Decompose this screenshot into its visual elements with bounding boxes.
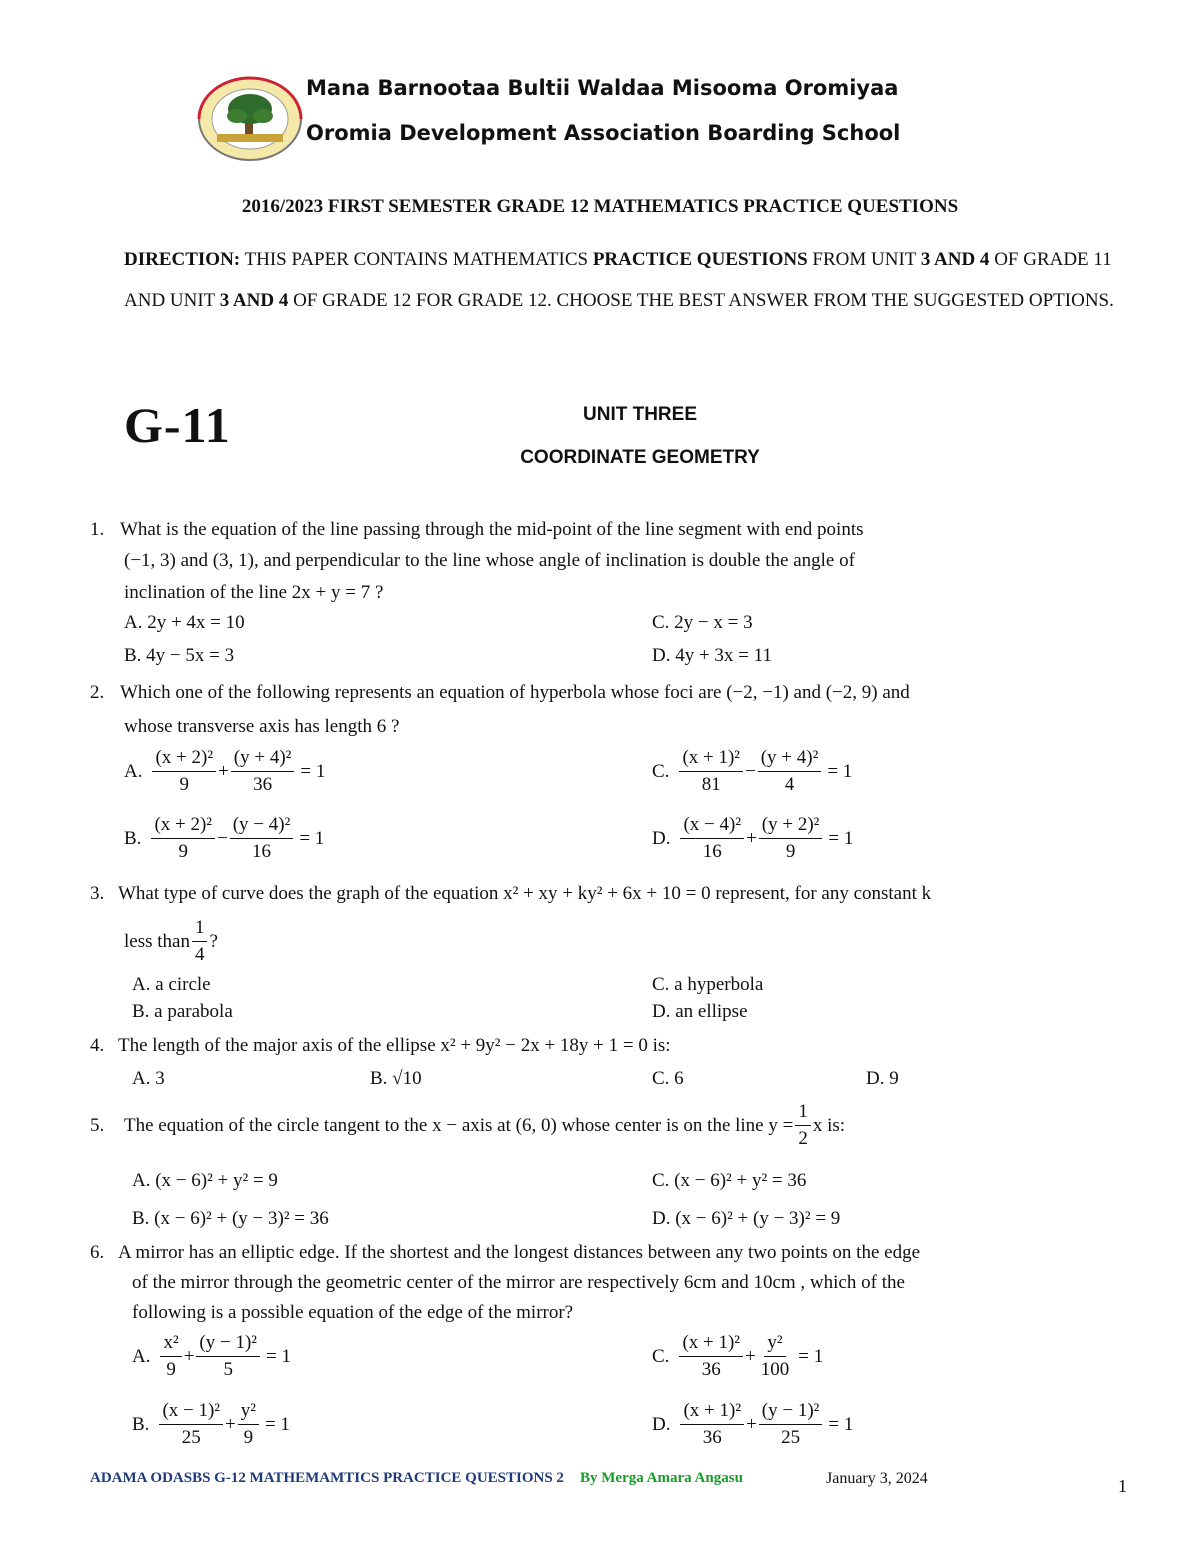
equation-rhs: = 1: [828, 1413, 854, 1435]
page-number: 1: [1118, 1476, 1127, 1496]
fraction-numerator: (y + 4)²: [758, 745, 822, 772]
option-c: [652, 1330, 823, 1383]
fraction-numerator: (x + 2)²: [152, 745, 216, 772]
option-d: [652, 1398, 853, 1451]
fraction-denominator: 36: [253, 774, 273, 795]
fraction-denominator: 9: [178, 841, 188, 862]
question-text: of the mirror through the geometric center of the mirror are respectively 6cm and 10cm , which of the: [132, 1272, 905, 1293]
option-label: B.: [132, 1413, 150, 1435]
fraction-denominator: 36: [702, 1427, 722, 1448]
unit-title: UNIT THREE: [583, 404, 697, 425]
equation-rhs: = 1: [827, 760, 853, 782]
question-text: What is the equation of the line passing through the mid-point of the line segment with end points: [120, 519, 864, 540]
fraction: [680, 1398, 744, 1451]
option-a: A. (x − 6)² + y² = 9: [132, 1170, 278, 1191]
option-a: A. 2y + 4x = 10: [124, 612, 245, 633]
fraction-numerator: y²: [238, 1398, 259, 1425]
operator: +: [746, 1413, 757, 1435]
equation-rhs: = 1: [264, 1413, 290, 1435]
equation-rhs: = 1: [299, 827, 325, 849]
fraction-numerator: y²: [764, 1330, 785, 1357]
question-5: [90, 1099, 845, 1152]
equation-rhs: = 1: [265, 1345, 291, 1367]
fraction-denominator: 4: [784, 774, 795, 795]
question-mark: ?: [209, 930, 218, 952]
fraction: [192, 915, 208, 968]
option-b: B. a parabola: [132, 1001, 233, 1022]
question-4: [90, 1030, 671, 1061]
option-c: C. (x − 6)² + y² = 36: [652, 1170, 807, 1191]
question-number: 1.: [90, 519, 105, 540]
option-c: C. 2y − x = 3: [652, 612, 753, 633]
option-b: [124, 812, 324, 865]
question-number: 3.: [90, 883, 105, 904]
option-label: D.: [652, 827, 671, 849]
fraction-numerator: (x + 1)²: [679, 1330, 743, 1357]
fraction-denominator: 9: [785, 841, 796, 862]
fraction: [152, 745, 216, 798]
option-d: [652, 812, 853, 865]
footer-date: January 3, 2024: [826, 1470, 928, 1487]
option-label: C.: [652, 760, 670, 782]
question-1: [90, 514, 864, 545]
option-c: [652, 745, 852, 798]
equation-rhs: = 1: [300, 760, 326, 782]
question-text: (−1, 3) and (3, 1), and perpendicular to the line whose angle of inclination is double the angle of: [124, 550, 855, 571]
question-3: [90, 878, 931, 909]
question-text-part: x is:: [812, 1114, 846, 1136]
fraction-numerator: (x + 2)²: [151, 812, 215, 839]
option-label: D.: [652, 1413, 671, 1435]
option-b: B. 4y − 5x = 3: [124, 645, 235, 666]
fraction: [758, 745, 822, 798]
operator: −: [745, 760, 756, 782]
option-d: D. (x − 6)² + (y − 3)² = 9: [652, 1208, 841, 1229]
fraction: [679, 745, 743, 798]
question-number: 2.: [90, 682, 105, 703]
option-label: B.: [124, 827, 142, 849]
fraction-numerator: (y − 1)²: [759, 1398, 823, 1425]
fraction: [230, 812, 294, 865]
fraction-numerator: (y − 1)²: [196, 1330, 260, 1357]
question-text: following is a possible equation of the edge of the mirror?: [132, 1302, 574, 1323]
fraction-numerator: (y + 2)²: [759, 812, 823, 839]
option-label: A.: [124, 760, 143, 782]
option-a: [132, 1330, 291, 1383]
equation-rhs: = 1: [798, 1345, 824, 1367]
fraction-denominator: 9: [243, 1427, 254, 1448]
direction-text: OF GRADE 11 AND UNIT: [124, 249, 1112, 311]
direction-bold: 3 AND 4: [219, 290, 289, 311]
operator: +: [746, 827, 757, 849]
fraction-denominator: 5: [223, 1359, 233, 1380]
option-a: A. 3: [132, 1068, 165, 1089]
fraction-denominator: 4: [194, 944, 205, 965]
fraction: [238, 1398, 259, 1451]
operator: +: [183, 1345, 195, 1367]
fraction-numerator: (x − 4)²: [680, 812, 744, 839]
fraction: [196, 1330, 260, 1383]
direction-paragraph: [124, 239, 1124, 321]
fraction-denominator: 25: [181, 1427, 201, 1448]
fraction-denominator: 25: [781, 1427, 801, 1448]
fraction-numerator: (y − 4)²: [230, 812, 294, 839]
school-logo: [197, 76, 303, 162]
option-b: B. (x − 6)² + (y − 3)² = 36: [132, 1208, 329, 1229]
fraction-denominator: 16: [702, 841, 722, 862]
fraction: [795, 1099, 811, 1152]
footer-author: By Merga Amara Angasu: [580, 1470, 743, 1486]
fraction: [759, 812, 823, 865]
question-number: 6.: [90, 1242, 105, 1263]
question-text: A mirror has an elliptic edge. If the shortest and the longest distances between any two points on the edge: [118, 1242, 921, 1263]
question-text: The equation of the circle tangent to the x − axis at (6, 0) whose center is on the line y =: [124, 1114, 794, 1136]
direction-bold: 3 AND 4: [920, 249, 990, 270]
question-number: 4.: [90, 1035, 105, 1056]
question-6: [90, 1237, 920, 1268]
direction-text: THIS PAPER CONTAINS MATHEMATICS: [240, 249, 593, 270]
option-c: C. a hyperbola: [652, 974, 764, 995]
option-a: A. a circle: [132, 974, 211, 995]
fraction-numerator: (x − 1)²: [159, 1398, 223, 1425]
option-b: [132, 1398, 290, 1451]
option-d: D. 4y + 3x = 11: [652, 645, 772, 666]
footer-school: ADAMA ODASBS G-12 MATHEMAMTICS PRACTICE QUESTIONS 2: [90, 1470, 564, 1486]
fraction-denominator: 36: [701, 1359, 721, 1380]
direction-label: DIRECTION:: [124, 249, 241, 270]
direction-text: OF GRADE 12 FOR GRADE 12. CHOOSE THE BEST ANSWER FROM THE SUGGESTED OPTIONS.: [288, 290, 1114, 311]
unit-subtitle: COORDINATE GEOMETRY: [520, 447, 760, 468]
question-text: inclination of the line 2x + y = 7 ?: [124, 582, 384, 603]
school-name-english: Oromia Development Association Boarding School: [306, 121, 901, 145]
fraction-numerator: 1: [795, 1099, 811, 1126]
question-text-part: less than: [124, 930, 190, 952]
fraction: [151, 812, 215, 865]
document-title: 2016/2023 FIRST SEMESTER GRADE 12 MATHEMATICS PRACTICE QUESTIONS: [241, 196, 959, 217]
fraction: [159, 1398, 223, 1451]
grade-label: G-11: [124, 397, 231, 453]
fraction-numerator: (x + 1)²: [679, 745, 743, 772]
fraction: [231, 745, 295, 798]
option-c: C. 6: [652, 1068, 684, 1089]
fraction: [758, 1330, 793, 1383]
fraction-numerator: 1: [192, 915, 208, 942]
operator: +: [218, 760, 229, 782]
fraction-numerator: x²: [160, 1330, 181, 1357]
fraction: [759, 1398, 823, 1451]
option-label: A.: [132, 1345, 151, 1367]
direction-text: FROM UNIT: [807, 249, 921, 270]
fraction: [679, 1330, 743, 1383]
question-2: [90, 677, 910, 708]
fraction: [680, 812, 744, 865]
question-text: What type of curve does the graph of the equation x² + xy + ky² + 6x + 10 = 0 represent, for any constant k: [118, 883, 932, 904]
operator: +: [745, 1345, 756, 1367]
fraction-denominator: 81: [701, 774, 721, 795]
operator: +: [225, 1413, 236, 1435]
fraction-denominator: 2: [798, 1128, 808, 1149]
question-text: Which one of the following represents an equation of hyperbola whose foci are (−2, −1) and (−2, 9) and: [120, 682, 910, 703]
option-d: D. an ellipse: [652, 1001, 748, 1022]
fraction-numerator: (y + 4)²: [231, 745, 295, 772]
school-name-oromo: Mana Barnootaa Bultii Waldaa Misooma Oromiyaa: [306, 76, 899, 100]
fraction: [160, 1330, 181, 1383]
operator: −: [217, 827, 228, 849]
question-text: The length of the major axis of the ellipse x² + 9y² − 2x + 18y + 1 = 0 is:: [118, 1035, 671, 1056]
equation-rhs: = 1: [828, 827, 854, 849]
question-text: whose transverse axis has length 6 ?: [124, 716, 400, 737]
fraction-denominator: 16: [252, 841, 272, 862]
fraction-denominator: 9: [179, 774, 190, 795]
question-text: [124, 915, 218, 968]
option-b: B. √10: [370, 1068, 422, 1089]
option-label: C.: [652, 1345, 670, 1367]
option-d: D. 9: [866, 1068, 899, 1089]
fraction-numerator: (x + 1)²: [680, 1398, 744, 1425]
direction-bold: PRACTICE QUESTIONS: [592, 249, 808, 270]
fraction-denominator: 9: [166, 1359, 176, 1380]
question-number: 5.: [90, 1114, 105, 1136]
option-a: [124, 745, 325, 798]
fraction-denominator: 100: [760, 1359, 790, 1380]
